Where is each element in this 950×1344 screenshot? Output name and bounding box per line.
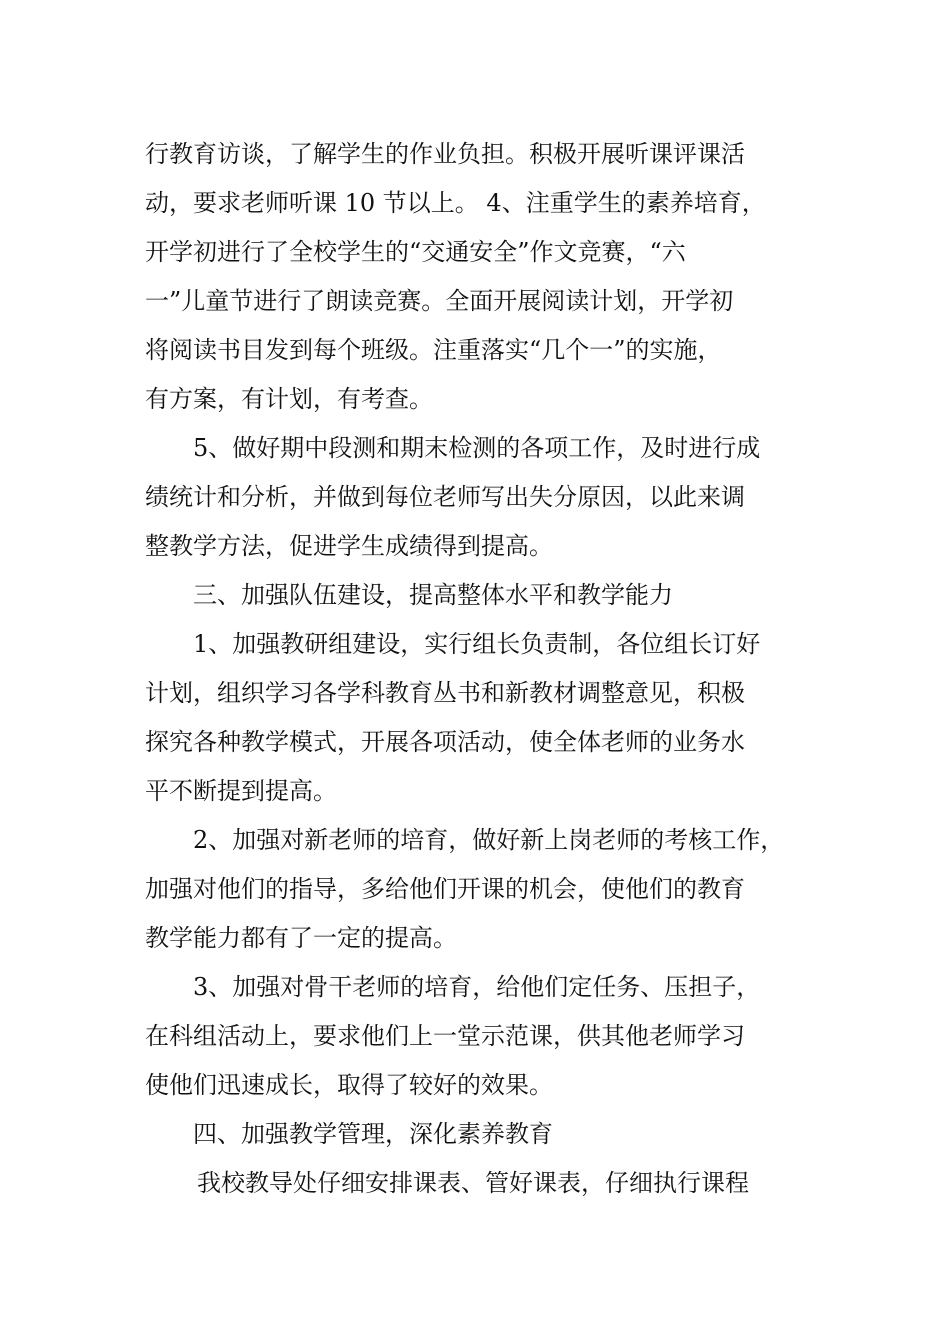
text-line-8: 绩统计和分析，并做到每位老师写出失分原因，以此来调 — [145, 483, 745, 511]
text-line-3: 开学初进行了全校学生的“交通安全”作文竞赛，“六 — [145, 238, 686, 266]
paragraph-3-1-start: 1、加强教研组建设，实行组长负责制，各位组长订好 — [193, 630, 761, 658]
text-line-20: 使他们迅速成长，取得了较好的效果。 — [145, 1071, 553, 1099]
text-line-17: 教学能力都有了一定的提高。 — [145, 924, 457, 952]
text-line-9: 整教学方法，促进学生成绩得到提高。 — [145, 532, 553, 560]
paragraph-4-start: 我校教导处仔细安排课表、管好课表，仔细执行课程 — [197, 1169, 749, 1197]
document-body — [145, 130, 810, 1208]
text-line-5: 将阅读书目发到每个班级。注重落实“几个一”的实施， — [145, 336, 722, 364]
paragraph-5-start: 5、做好期中段测和期末检测的各项工作，及时进行成 — [193, 434, 761, 462]
paragraph-3-3-start: 3、加强对骨干老师的培育，给他们定任务、压担子， — [193, 973, 761, 1001]
text-line-2: 动，要求老师听课 10 节以上。 4、注重学生的素养培育， — [145, 189, 766, 217]
text-line-14: 平不断提到提高。 — [145, 777, 337, 805]
text-line-1: 行教育访谈，了解学生的作业负担。积极开展听课评课活 — [145, 140, 745, 168]
text-line-6: 有方案，有计划，有考查。 — [145, 385, 433, 413]
text-line-16: 加强对他们的指导，多给他们开课的机会，使他们的教育 — [145, 875, 745, 903]
text-line-13: 探究各种教学模式，开展各项活动，使全体老师的业务水 — [145, 728, 745, 756]
text-line-12: 计划，组织学习各学科教育丛书和新教材调整意见，积极 — [145, 679, 745, 707]
paragraph-3-2-start: 2、加强对新老师的培育，做好新上岗老师的考核工作， — [193, 826, 785, 854]
section-heading-3: 三、加强队伍建设，提高整体水平和教学能力 — [193, 581, 673, 609]
section-heading-4: 四、加强教学管理，深化素养教育 — [193, 1120, 553, 1148]
text-line-4: 一”儿童节进行了朗读竞赛。全面开展阅读计划，开学初 — [145, 287, 734, 315]
text-line-19: 在科组活动上，要求他们上一堂示范课，供其他老师学习 — [145, 1022, 745, 1050]
